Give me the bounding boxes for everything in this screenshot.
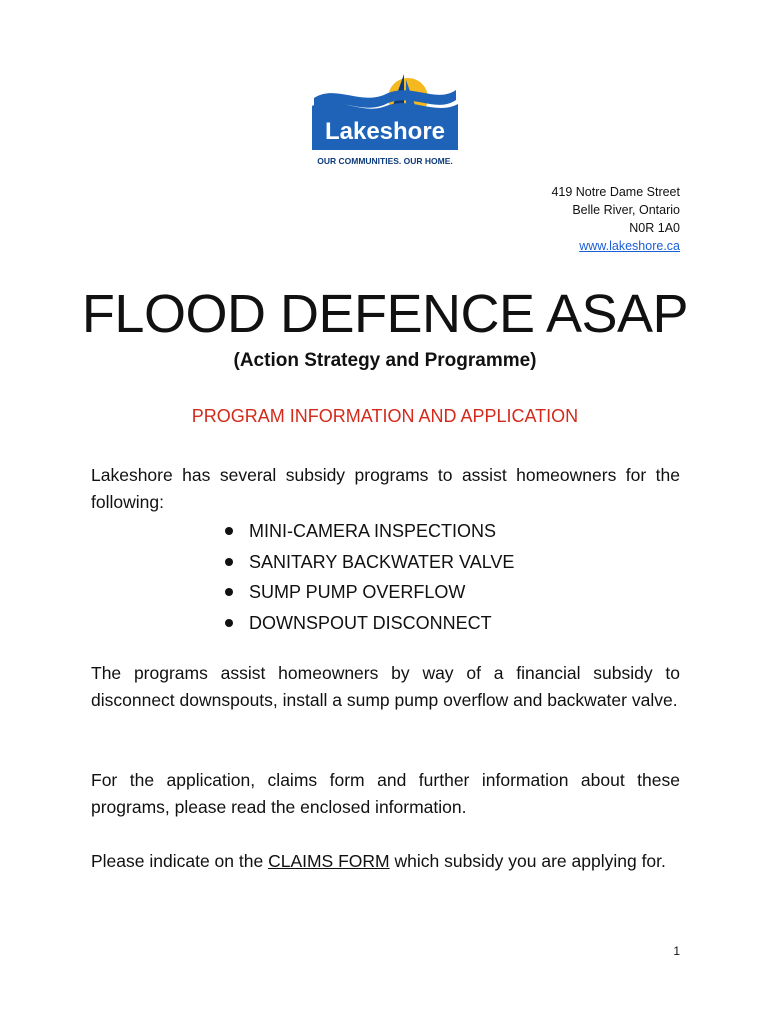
program-label: SANITARY BACKWATER VALVE <box>249 551 515 572</box>
claims-form-link[interactable]: CLAIMS FORM <box>268 851 390 871</box>
list-item <box>222 577 514 608</box>
address-postal-code: N0R 1A0 <box>629 221 680 235</box>
program-label: SUMP PUMP OVERFLOW <box>249 582 466 602</box>
bullet-icon <box>225 588 233 596</box>
lakeshore-logo-graphic <box>306 70 468 168</box>
address-block <box>551 183 680 255</box>
bullet-icon <box>225 527 233 535</box>
address-street: 419 Notre Dame Street <box>551 185 680 199</box>
list-item <box>222 547 514 578</box>
document-title: FLOOD DEFENCE ASAP <box>81 284 689 344</box>
application-paragraph: For the application, claims form and further information about these programs, please read the enclosed information. <box>91 770 680 817</box>
program-list <box>222 516 514 638</box>
page-number: 1 <box>673 944 680 958</box>
program-label: DOWNSPOUT DISCONNECT <box>249 612 492 633</box>
website-link[interactable]: www.lakeshore.ca <box>579 239 680 253</box>
list-item <box>222 516 514 547</box>
list-item <box>222 608 514 639</box>
subsidy-paragraph: The programs assist homeowners by way of a financial subsidy to disconnect downspouts, install a sump pump overflow and backwater valve. <box>91 663 680 710</box>
bullet-icon <box>225 558 233 566</box>
intro-paragraph: Lakeshore has several subsidy programs to assist homeowners for the following: <box>91 465 680 512</box>
claims-form-paragraph: Please indicate on the CLAIMS FORM which subsidy you are applying for. <box>91 851 666 871</box>
logo-tagline: OUR COMMUNITIES. OUR HOME. <box>317 156 453 166</box>
address-city: Belle River, Ontario <box>572 203 680 217</box>
lakeshore-logo <box>306 70 468 168</box>
section-heading: PROGRAM INFORMATION AND APPLICATION <box>191 406 579 426</box>
bullet-icon <box>225 619 233 627</box>
program-label: MINI-CAMERA INSPECTIONS <box>249 521 497 541</box>
document-subtitle: (Action Strategy and Programme) <box>233 350 537 371</box>
logo-wordmark: Lakeshore <box>324 118 446 145</box>
